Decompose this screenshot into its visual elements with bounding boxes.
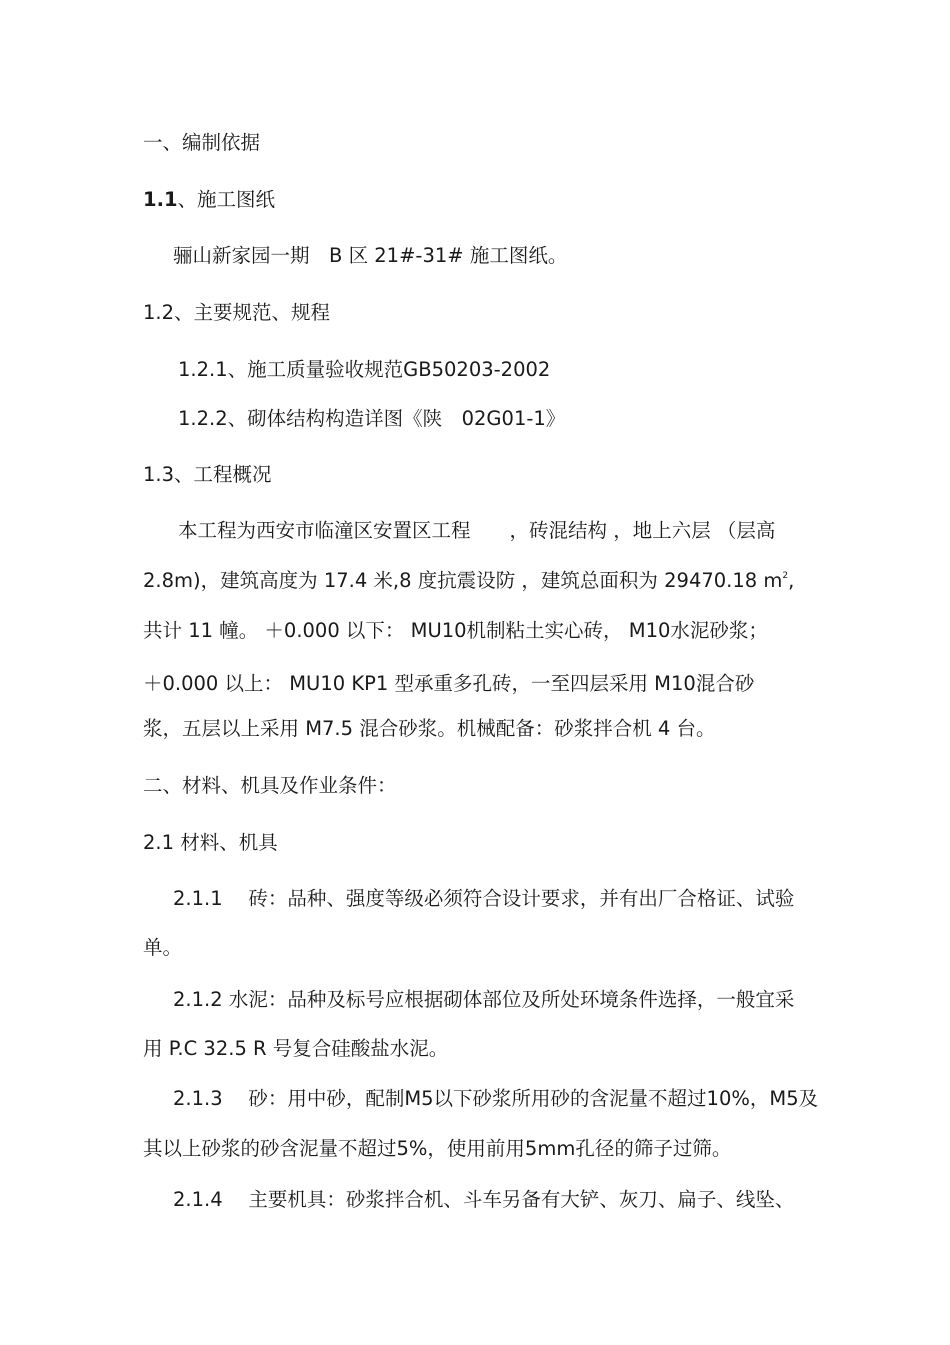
section-1-1-heading	[143, 185, 833, 215]
overview-line-2-end: ,	[788, 569, 795, 592]
overview-line-4: ＋0.000 以上： MU10 KP1 型承重多孔砖，一至四层采用 M10混合砂	[143, 672, 755, 695]
section-2-1-1-line-1: 2.1.1 砖：品种、强度等级必须符合设计要求，并有出厂合格证、试验	[173, 887, 795, 910]
overview-line-5: 浆，五层以上采用 M7.5 混合砂浆。机械配备：砂浆拌合机 4 台。	[143, 717, 716, 740]
overview-line-2	[143, 566, 833, 596]
section-1-2-2-item: 1.2.2、砌体结构构造详图《陕 02G01-1》	[178, 407, 566, 430]
square-meter-superscript: 2	[782, 571, 789, 581]
overview-line-2-text: 2.8m)，建筑高度为 17.4 米,8 度抗震设防 ，建筑总面积为 29470.18 m	[143, 569, 783, 592]
heading-compilation-basis: 一、编制依据	[143, 131, 261, 154]
overview-line-3: 共计 11 幢。 ＋0.000 以下： MU10机制粘土实心砖， M10水泥砂浆；	[143, 619, 768, 642]
section-2-1-4-line-1: 2.1.4 主要机具：砂浆拌合机、斗车另备有大铲、灰刀、扁子、线坠、	[173, 1188, 795, 1211]
overview-line-1: 本工程为西安市临潼区安置区工程 ，砖混结构 ，地上六层 （层高	[178, 519, 776, 542]
section-1-2-1-item: 1.2.1、施工质量验收规范GB50203-2002	[178, 358, 551, 381]
section-2-1-1-line-2: 单。	[143, 936, 183, 959]
section-2-1-2-line-1: 2.1.2 水泥：品种及标号应根据砌体部位及所处环境条件选择，一般宜采	[173, 988, 795, 1011]
section-1-3-heading: 1.3、工程概况	[143, 463, 272, 486]
section-1-1-title: 、施工图纸	[177, 188, 276, 211]
heading-materials-tools: 二、材料、机具及作业条件：	[143, 774, 397, 797]
section-2-1-2-line-2: 用 P.C 32.5 R 号复合硅酸盐水泥。	[143, 1037, 449, 1060]
section-2-1-heading: 2.1 材料、机具	[143, 831, 278, 854]
section-1-2-heading: 1.2、主要规范、规程	[143, 301, 331, 324]
section-2-1-3-line-2: 其以上砂浆的砂含泥量不超过5%，使用前用5mm孔径的筛子过筛。	[143, 1137, 732, 1160]
drawings-paragraph: 骊山新家园一期 B 区 21#-31# 施工图纸。	[173, 244, 568, 267]
section-2-1-3-line-1: 2.1.3 砂：用中砂，配制M5以下砂浆所用砂的含泥量不超过10%，M5及	[173, 1087, 819, 1110]
section-1-1-number: 1.1	[143, 188, 178, 211]
